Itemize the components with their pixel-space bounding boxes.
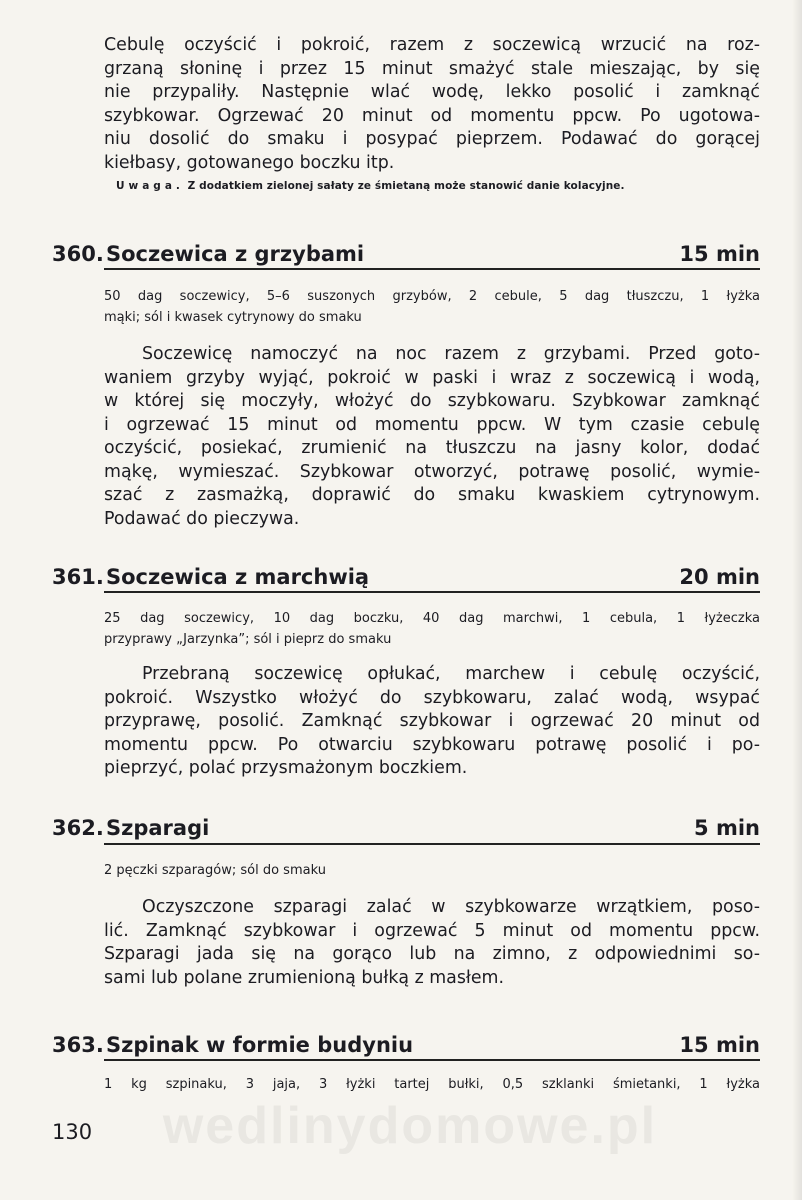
recipe-header-362: [52, 812, 760, 842]
step-line: Soczewicę namoczyć na noc razem z grzybami. Przed goto-: [142, 344, 760, 364]
recipe-time: 15 min: [679, 242, 760, 266]
step-line: lić. Zamknąć szybkowar i ogrzewać 5 minut od momentu ppcw.: [104, 920, 760, 941]
recipe-time: 20 min: [679, 565, 760, 589]
step-line: Przebraną soczewicę opłukać, marchew i cebulę oczyścić,: [142, 664, 760, 684]
step-line: Podawać do pieczywa.: [104, 508, 300, 529]
recipe-header-363: [52, 1029, 760, 1059]
header-rule: [104, 268, 760, 270]
step-line: waniem grzyby wyjąć, pokroić w paski i wraz z soczewicą i wodą,: [104, 367, 760, 388]
ingredients-362: [104, 860, 760, 881]
steps-360: [104, 343, 760, 531]
steps-362: [104, 896, 760, 990]
recipe-title: Soczewica z grzybami: [106, 242, 365, 266]
step-line: Szparagi jada się na gorąco lub na zimno, z odpowiednimi so-: [104, 944, 760, 964]
recipe-number: 360.: [52, 242, 104, 266]
ingredient-line: przyprawy „Jarzynka”; sól i pieprz do smaku: [104, 632, 392, 647]
header-rule: [104, 843, 760, 845]
ingredient-line: 25 dag soczewicy, 10 dag boczku, 40 dag marchwi, 1 cebula, 1 łyżeczka: [104, 611, 760, 626]
header-rule: [104, 1059, 760, 1061]
recipe-title: Szpinak w formie budyniu: [106, 1033, 414, 1057]
ingredient-line: 50 dag soczewicy, 5–6 suszonych grzybów, 2 cebule, 5 dag tłuszczu, 1 łyżka: [104, 289, 760, 304]
step-line: sami lub polane zrumienioną bułką z masłem.: [104, 967, 505, 988]
ingredient-line: mąki; sól i kwasek cytrynowy do smaku: [104, 310, 362, 325]
recipe-number: 362.: [52, 816, 104, 840]
recipe-header-361: [52, 561, 760, 591]
recipe-header-360: [52, 238, 760, 268]
page-edge-shadow: [792, 0, 802, 1200]
ingredients-363: [104, 1074, 760, 1095]
note-text: Z dodatkiem zielonej sałaty ze śmietaną może stanowić danie kolacyjne.: [187, 180, 625, 192]
watermark: wedlinydomowe.pl: [162, 1097, 658, 1155]
intro-line: grzaną słoninę i przez 15 minut smażyć stale mieszając, by się: [104, 58, 760, 79]
step-line: oczyścić, posiekać, zrumienić na tłuszczu na jasny kolor, dodać: [104, 438, 760, 458]
step-line: Oczyszczone szparagi zalać w szybkowarze wrzątkiem, poso-: [142, 897, 760, 917]
intro-line: kiełbasy, gotowanego boczku itp.: [104, 152, 395, 173]
note: [116, 180, 760, 192]
step-line: pieprzyć, polać przysmażonym boczkiem.: [104, 758, 468, 778]
ingredients-360: [104, 286, 760, 328]
step-line: przyprawę, posolić. Zamknąć szybkowar i ogrzewać 20 minut od: [104, 711, 760, 731]
intro-line: Cebulę oczyścić i pokroić, razem z soczewicą wrzucić na roz-: [104, 35, 760, 55]
page-number: 130: [52, 1120, 93, 1144]
step-line: w której się moczyły, włożyć do szybkowaru. Szybkowar zamknąć: [104, 391, 760, 411]
recipe-time: 5 min: [694, 816, 760, 840]
intro-line: nie przypaliły. Następnie wlać wodę, lekko posolić i zamknąć: [104, 82, 760, 102]
recipe-title: Szparagi: [106, 816, 210, 840]
step-line: momentu ppcw. Po otwarciu szybkowaru potrawę posolić i po-: [104, 734, 760, 755]
recipe-number: 361.: [52, 565, 104, 589]
step-line: szać z zasmażką, doprawić do smaku kwaskiem cytrynowym.: [104, 485, 760, 505]
recipe-time: 15 min: [679, 1033, 760, 1057]
ingredients-361: [104, 608, 760, 650]
steps-361: [104, 663, 760, 781]
intro-line: szybkowar. Ogrzewać 20 minut od momentu ppcw. Po ugotowa-: [104, 105, 760, 126]
ingredient-line: 1 kg szpinaku, 3 jaja, 3 łyżki tartej bułki, 0,5 szklanki śmietanki, 1 łyżka: [104, 1077, 760, 1092]
note-lead: Uwaga.: [116, 180, 184, 192]
ingredient-line: 2 pęczki szparagów; sól do smaku: [104, 863, 326, 878]
header-rule: [104, 591, 760, 593]
intro-paragraph: [104, 34, 760, 175]
recipe-number: 363.: [52, 1033, 104, 1057]
step-line: pokroić. Wszystko włożyć do szybkowaru, zalać wodą, wsypać: [104, 687, 760, 708]
recipe-title: Soczewica z marchwią: [106, 565, 370, 589]
step-line: mąkę, wymieszać. Szybkowar otworzyć, potrawę posolić, wymie-: [104, 461, 760, 482]
step-line: i ogrzewać 15 minut od momentu ppcw. W tym czasie cebulę: [104, 414, 760, 435]
intro-line: niu dosolić do smaku i posypać pieprzem. Podawać do gorącej: [104, 129, 760, 149]
